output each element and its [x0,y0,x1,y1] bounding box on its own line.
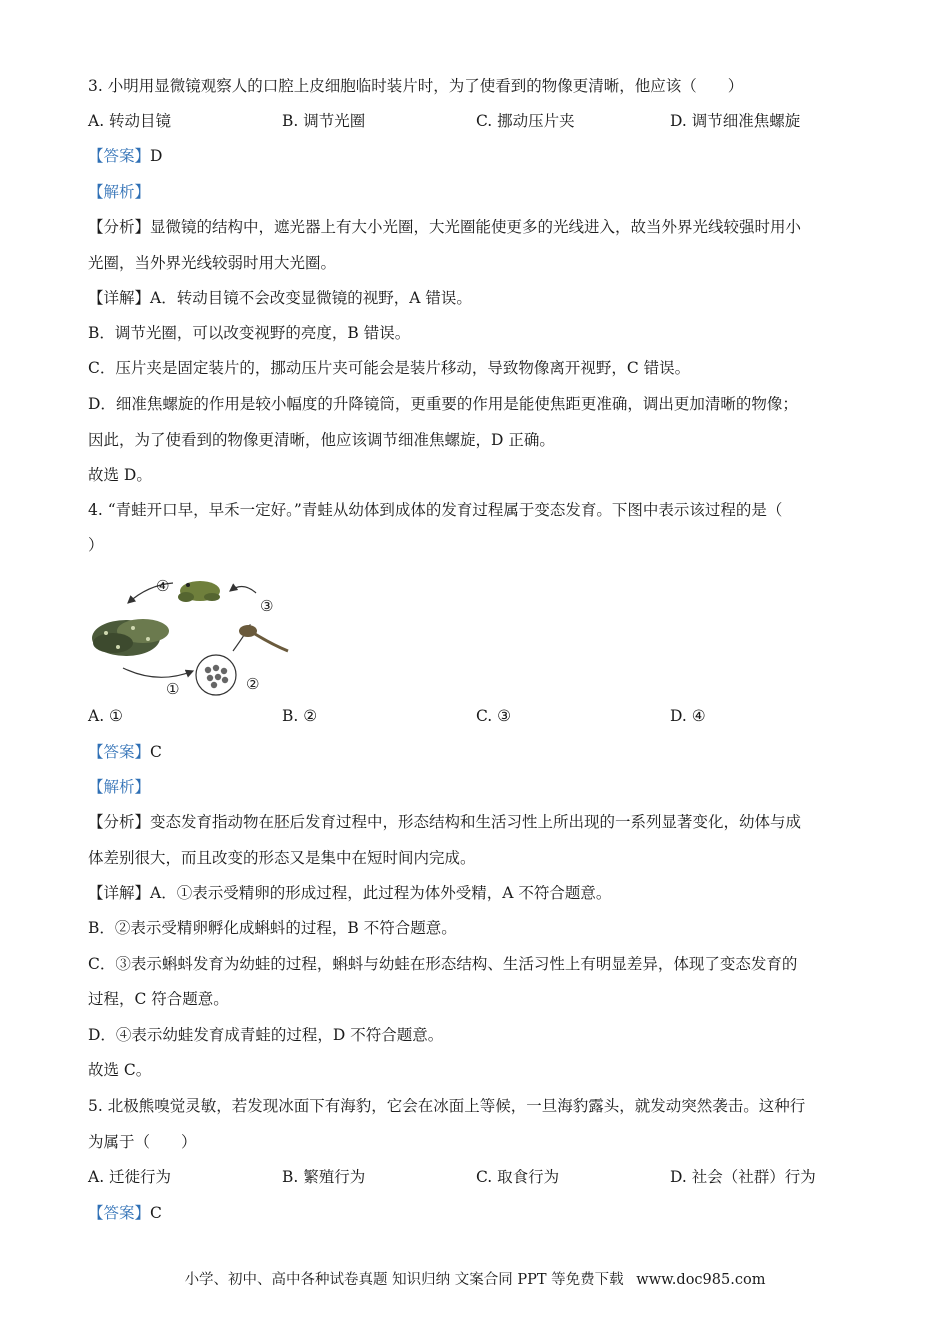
arrow-3 [230,586,256,593]
page-footer [0,1268,950,1289]
q3-analysis-heading: 【解析】 [88,183,151,201]
answer-value: D [150,147,163,165]
q5-stem-line-2: 为属于（ ） [88,1133,197,1151]
q5-option-d: D. 社会（社群）行为 [670,1168,816,1186]
q4-options [88,705,868,727]
frog-life-cycle-svg [88,573,303,698]
q3-detail-line-4: D．细准焦螺旋的作用是较小幅度的升降镜筒，更重要的作用是能使焦距更准确，调出更加清晰的物像； [88,395,798,413]
footer-text: 小学、初中、高中各种试卷真题 知识归纳 文案合同 PPT 等免费下载 [184,1272,624,1288]
diagram-label-1: ① [166,680,180,698]
diagram-label-4: ④ [156,577,170,595]
q4-detail-line-5: D．④表示幼蛙发育成青蛙的过程，D 不符合题意。 [88,1026,444,1044]
q4-detail-line-1: 【详解】A．①表示受精卵的形成过程，此过程为体外受精，A 不符合题意。 [88,884,612,902]
q5-option-b: B. 繁殖行为 [282,1168,366,1186]
answer-tag: 【答案】 [88,147,151,165]
q4-analysis-heading: 【解析】 [88,778,151,796]
diagram-label-2: ② [246,675,260,693]
q3-answer [88,145,162,167]
q4-stem-line-2: ） [88,536,104,554]
q5-answer: 【答案】C [88,1204,162,1222]
q4-conclusion: 故选 C。 [88,1061,152,1079]
q4-answer: 【答案】C [88,743,162,761]
q4-detail-line-4: 过程，C 符合题意。 [88,990,229,1008]
q3-fenxi-line-1: 【分析】显微镜的结构中，遮光器上有大小光圈，大光圈能使更多的光线进入，故当外界光线较强时用小 [88,218,802,236]
q4-detail-line-3: C．③表示蝌蚪发育为幼蛙的过程，蝌蚪与幼蛙在形态结构、生活习性上有明显差异，体现了变态发育的 [88,955,798,973]
q3-option-a: A. 转动目镜 [88,112,172,130]
q4-detail-line-2: B．②表示受精卵孵化成蝌蚪的过程，B 不符合题意。 [88,919,457,937]
q3-stem: 3. 小明用显微镜观察人的口腔上皮细胞临时装片时，为了使看到的物像更清晰，他应该（ ） [88,77,744,95]
q4-option-a: A. ① [88,707,123,725]
tadpole-icon [239,625,288,651]
q5-options [88,1166,868,1188]
q4-option-d: D. ④ [670,707,706,725]
q4-fenxi-line-1: 【分析】变态发育指动物在胚后发育过程中，形态结构和生活习性上所出现的一系列显著变化，幼体与成 [88,813,802,831]
q4-stem-line-1: 4. “青蛙开口早，早禾一定好。”青蛙从幼体到成体的发育过程属于变态发育。下图中表示该过程的是（ [88,501,783,519]
q3-detail-line-2: B．调节光圈，可以改变视野的亮度，B 错误。 [88,324,411,342]
q5-option-a: A. 迁徙行为 [88,1168,172,1186]
arrow-1 [123,668,193,677]
q3-option-b: B. 调节光圈 [282,112,366,130]
q3-option-d: D. 调节细准焦螺旋 [670,112,801,130]
q3-options [88,110,868,132]
q4-option-b: B. ② [282,707,318,725]
frog-life-cycle-diagram [88,573,303,698]
diagram-label-3: ③ [260,597,274,615]
q5-option-c: C. 取食行为 [476,1168,560,1186]
eggs-icon [196,655,236,695]
footer-link[interactable]: www.doc985.com [636,1272,766,1288]
q4-option-c: C. ③ [476,707,512,725]
q3-option-c: C. 挪动压片夹 [476,112,575,130]
q5-stem-line-1: 5. 北极熊嗅觉灵敏，若发现冰面下有海豹，它会在冰面上等候，一旦海豹露头，就发动突然袭击。这种行 [88,1097,806,1115]
q3-detail-line-1: 【详解】A．转动目镜不会改变显微镜的视野，A 错误。 [88,289,472,307]
q3-conclusion: 故选 D。 [88,466,152,484]
young-frog-icon [178,581,220,602]
q3-detail-line-5: 因此，为了使看到的物像更清晰，他应该调节细准焦螺旋，D 正确。 [88,431,555,449]
q3-fenxi-line-2: 光圈，当外界光线较弱时用大光圈。 [88,254,337,272]
q3-detail-line-3: C．压片夹是固定装片的，挪动压片夹可能会是装片移动，导致物像离开视野，C 错误。 [88,359,691,377]
q4-fenxi-line-2: 体差别很大，而且改变的形态又是集中在短时间内完成。 [88,849,476,867]
adult-frogs-icon [92,619,169,656]
